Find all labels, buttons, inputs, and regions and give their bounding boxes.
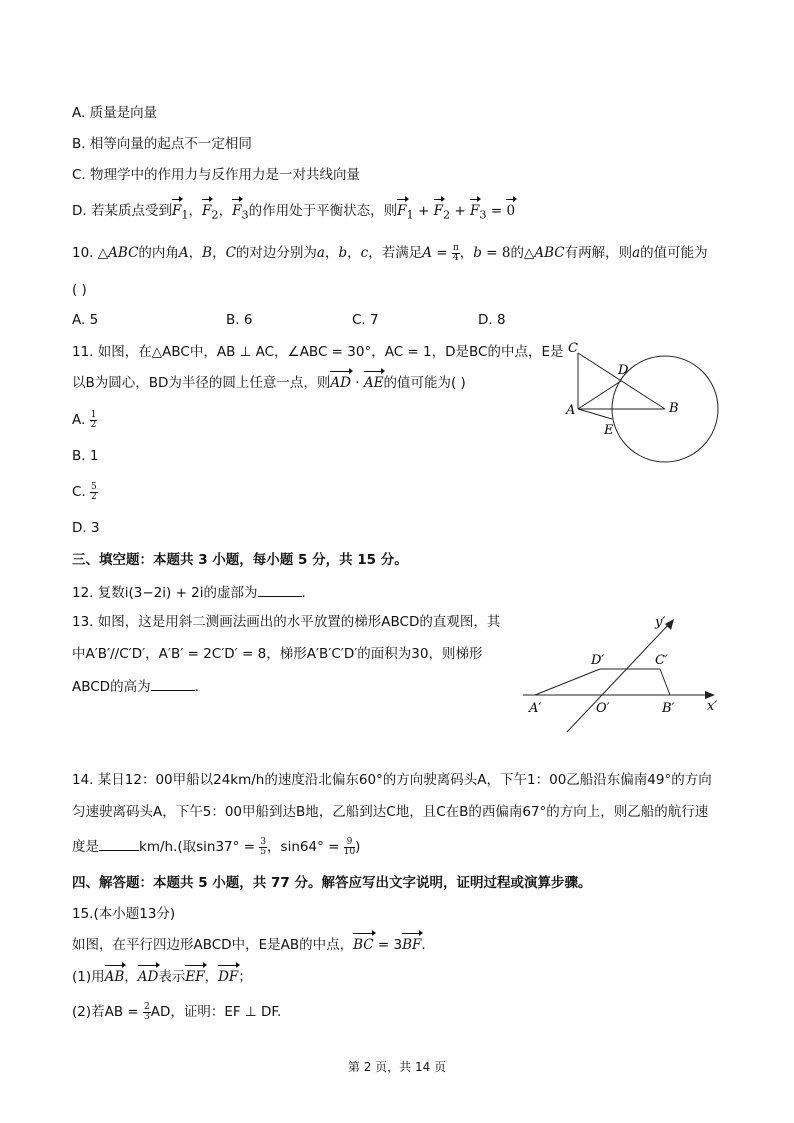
- q13-figure: [515, 612, 730, 737]
- q10-paren: ( ): [72, 282, 87, 298]
- section4-heading: 四、解答题：本题共 5 小题，共 77 分。解答应写出文字说明，证明过程或演算步骤。: [72, 875, 592, 891]
- q9-option-c: C. 物理学中的作用力与反作用力是一对共线向量: [72, 167, 361, 183]
- y-axis: [567, 623, 670, 732]
- q11-line1: 11. 如图，在△ABC中，AB ⊥ AC，∠ABC = 30°，AC = 1，D是BC的中点，E是: [72, 344, 564, 360]
- q11-figure: [560, 338, 730, 468]
- label-b: B: [669, 401, 679, 416]
- q11-line2: 以B为圆心，BD为半径的圆上任意一点，则AD · AE的值可能为( ): [72, 375, 466, 391]
- q11-option-c: C. $\frac{5}{2}$: [72, 481, 97, 502]
- label-d: D: [618, 363, 629, 378]
- label-c-prime: C′: [655, 653, 668, 668]
- q12-blank[interactable]: [258, 582, 302, 597]
- q9-option-d: D. 若某质点受到$F_1$，$F_2$，$F_3$的作用处于平衡状态，则$F_1 + F_2 + F_3 = 0$: [72, 203, 516, 222]
- section3-heading: 三、填空题：本题共 3 小题，每小题 5 分，共 15 分。: [72, 552, 408, 568]
- q10-option-d: D. 8: [478, 312, 506, 328]
- q13-line2: 中A′B′//C′D′，A′B′ = 2C′D′ = 8，梯形A′B′C′D′的面积为30，则梯形: [72, 646, 483, 662]
- q14-line2: 匀速驶离码头A，下午5：00甲船到达B地，乙船到达C地，且C在B的西偏南67°的方向上，则乙船的航行速: [72, 804, 709, 820]
- label-d-prime: D′: [591, 653, 605, 668]
- q10-stem: 10. △ABC的内角A，B，C的对边分别为a，b，c，若满足A = $\frac{\pi}{4}$ ，b = 8的△ABC有两解，则a的值可能为: [72, 242, 708, 263]
- label-a-prime: A′: [529, 701, 542, 716]
- label-e: E: [604, 423, 614, 438]
- q10-option-c: C. 7: [352, 312, 379, 328]
- q9-option-a: A. 质量是向量: [72, 105, 158, 121]
- label-b-prime: B′: [662, 701, 675, 716]
- q15-part1: (1)用AB，AD表示EF，DF；: [72, 969, 252, 985]
- q11-option-a: A. $\frac{1}{2}$: [72, 409, 97, 430]
- q11-option-b: B. 1: [72, 448, 99, 464]
- q10-option-b: B. 6: [226, 312, 253, 328]
- label-o-prime: O′: [596, 701, 610, 716]
- label-x: x′: [707, 699, 718, 714]
- page-footer: 第 2 页，共 14 页: [347, 1060, 447, 1074]
- q12: 12. 复数i(3−2i) + 2i的虚部为 .: [72, 582, 306, 603]
- label-y: y′: [655, 615, 666, 630]
- q15-stem: 如图，在平行四边形ABCD中，E是AB的中点，BC = 3BF.: [72, 937, 426, 953]
- q13-blank[interactable]: [151, 676, 195, 691]
- q15-title: 15.(本小题13分): [72, 906, 176, 922]
- label-a: A: [566, 403, 576, 418]
- q14-blank[interactable]: [99, 836, 139, 851]
- q15-part2: (2)若AB = $\frac{2}{3}$ AD，证明：EF ⊥ DF.: [72, 1001, 282, 1022]
- q13-line3: ABCD的高为 .: [72, 676, 199, 697]
- q10-option-a: A. 5: [72, 312, 99, 328]
- q14-line3: 度是 km/h.(取sin37° = $\frac{3}{5}$ ，sin64° = $\frac{9}{10}$ ): [72, 836, 361, 857]
- q14-line1: 14. 某日12：00甲船以24km/h的速度沿北偏东60°的方向驶离码头A，下午1：00乙船沿东偏南49°的方向: [72, 772, 712, 788]
- q13-line1: 13. 如图，这是用斜二测画法画出的水平放置的梯形ABCD的直观图，其: [72, 614, 501, 630]
- q9-option-b: B. 相等向量的起点不一定相同: [72, 136, 252, 152]
- q11-option-d: D. 3: [72, 520, 100, 536]
- label-c: C: [568, 341, 578, 356]
